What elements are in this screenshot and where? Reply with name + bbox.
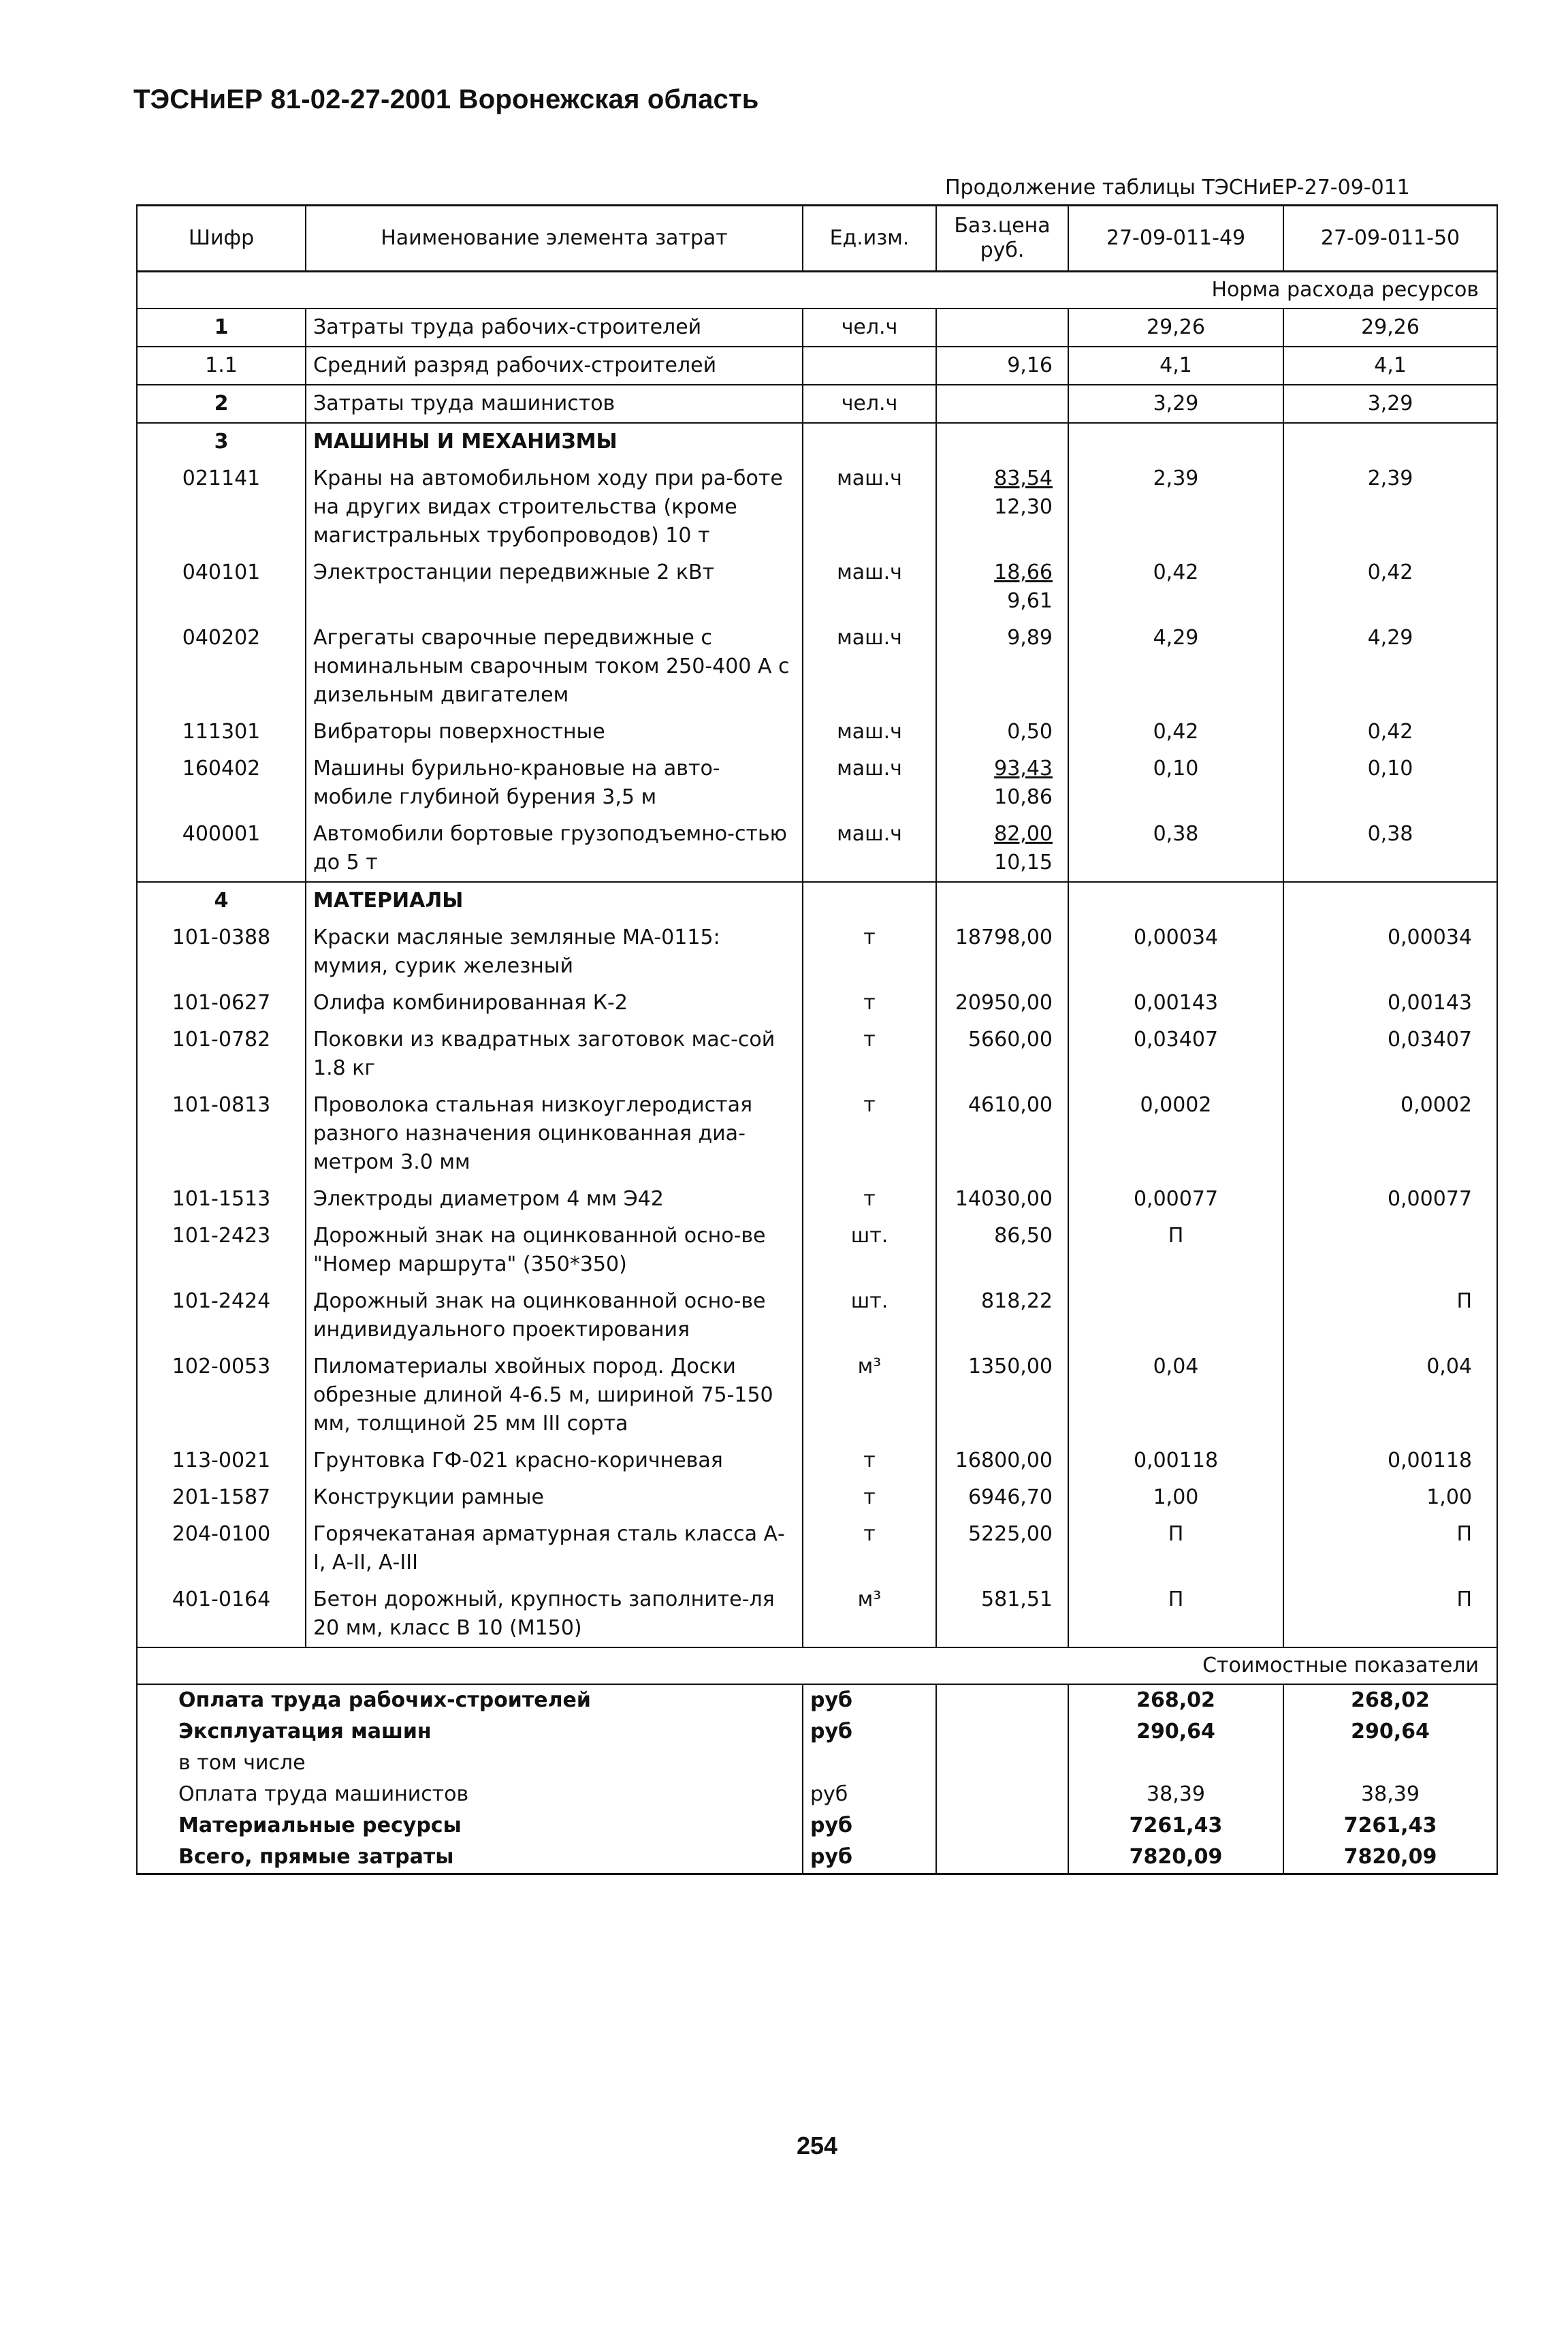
total-value-49: 38,39 bbox=[1068, 1779, 1283, 1810]
row-value-50: 0,00034 bbox=[1283, 919, 1497, 985]
row-name: Автомобили бортовые грузоподъемно-стью до 5 т bbox=[306, 816, 803, 882]
section-row-machines bbox=[137, 423, 1497, 460]
row-base-price: 818,22 bbox=[936, 1283, 1068, 1348]
row-value-49: 0,00143 bbox=[1068, 985, 1283, 1022]
row-name: Пиломатериалы хвойных пород. Доски обрезные длиной 4-6.5 м, шириной 75-150 мм, толщиной 25 мм III сорта bbox=[306, 1348, 803, 1442]
row-value-49: 29,26 bbox=[1068, 309, 1283, 347]
total-base-price bbox=[936, 1779, 1068, 1810]
row-code: 102-0053 bbox=[137, 1348, 306, 1442]
machine-row bbox=[137, 460, 1497, 554]
row-code: 113-0021 bbox=[137, 1442, 306, 1479]
section-row-materials bbox=[137, 882, 1497, 919]
material-row bbox=[137, 1181, 1497, 1218]
machine-row bbox=[137, 620, 1497, 714]
total-label: Всего, прямые затраты bbox=[137, 1842, 803, 1874]
total-value-49: 7261,43 bbox=[1068, 1810, 1283, 1842]
row-unit bbox=[803, 347, 936, 385]
cost-banner-row bbox=[137, 1647, 1497, 1684]
labor-row bbox=[137, 309, 1497, 347]
base-price-total: 93,43 bbox=[994, 757, 1053, 780]
total-value-49: 7820,09 bbox=[1068, 1842, 1283, 1874]
row-unit: т bbox=[803, 1516, 936, 1581]
row-base-price: 16800,00 bbox=[936, 1442, 1068, 1479]
row-base-price: 1350,00 bbox=[936, 1348, 1068, 1442]
row-base-price bbox=[936, 751, 1068, 816]
row-name: Затраты труда рабочих-строителей bbox=[306, 309, 803, 347]
material-row bbox=[137, 1087, 1497, 1181]
labor-row bbox=[137, 347, 1497, 385]
base-price-total: 9,89 bbox=[1007, 626, 1053, 650]
row-value-50: 0,00143 bbox=[1283, 985, 1497, 1022]
row-base-price bbox=[936, 309, 1068, 347]
row-unit: маш.ч bbox=[803, 751, 936, 816]
row-value-49: 3,29 bbox=[1068, 385, 1283, 423]
row-name: Конструкции рамные bbox=[306, 1479, 803, 1516]
row-name: Поковки из квадратных заготовок мас-сой 1.8 кг bbox=[306, 1022, 803, 1087]
machine-row bbox=[137, 816, 1497, 882]
total-unit: руб bbox=[803, 1810, 936, 1842]
row-value-50: 4,29 bbox=[1283, 620, 1497, 714]
row-value-50: 0,0002 bbox=[1283, 1087, 1497, 1181]
row-name: Проволока стальная низкоуглеродистая разного назначения оцинкованная диа-метром 3.0 мм bbox=[306, 1087, 803, 1181]
total-base-price bbox=[936, 1810, 1068, 1842]
row-unit bbox=[803, 882, 936, 919]
column-header-name: Наименование элемента затрат bbox=[306, 206, 803, 272]
row-unit: маш.ч bbox=[803, 714, 936, 751]
row-base-price bbox=[936, 882, 1068, 919]
row-base-price: 9,16 bbox=[936, 347, 1068, 385]
row-value-50: 0,00077 bbox=[1283, 1181, 1497, 1218]
row-base-price: 5660,00 bbox=[936, 1022, 1068, 1087]
row-base-price bbox=[936, 554, 1068, 620]
base-price-total: 0,50 bbox=[1007, 720, 1053, 744]
material-row bbox=[137, 985, 1497, 1022]
base-price-wage: 10,15 bbox=[994, 851, 1053, 874]
total-base-price bbox=[936, 1716, 1068, 1748]
row-value-49: 0,03407 bbox=[1068, 1022, 1283, 1087]
row-unit: м³ bbox=[803, 1581, 936, 1647]
row-value-50: 0,10 bbox=[1283, 751, 1497, 816]
row-code: 040101 bbox=[137, 554, 306, 620]
material-row bbox=[137, 1516, 1497, 1581]
total-value-50 bbox=[1283, 1748, 1497, 1779]
machine-row bbox=[137, 714, 1497, 751]
row-code: 401-0164 bbox=[137, 1581, 306, 1647]
row-unit: чел.ч bbox=[803, 309, 936, 347]
page-number: 254 bbox=[797, 2132, 838, 2160]
row-code: 160402 bbox=[137, 751, 306, 816]
row-name: Краски масляные земляные МА-0115: мумия, сурик железный bbox=[306, 919, 803, 985]
row-value-49: 0,42 bbox=[1068, 554, 1283, 620]
row-unit: т bbox=[803, 1181, 936, 1218]
row-value-50 bbox=[1283, 423, 1497, 460]
row-value-49 bbox=[1068, 1283, 1283, 1348]
row-name: Средний разряд рабочих-строителей bbox=[306, 347, 803, 385]
row-code: 204-0100 bbox=[137, 1516, 306, 1581]
row-value-50 bbox=[1283, 882, 1497, 919]
row-value-49: 0,00077 bbox=[1068, 1181, 1283, 1218]
row-value-49: 0,10 bbox=[1068, 751, 1283, 816]
material-row bbox=[137, 919, 1497, 985]
total-value-50: 290,64 bbox=[1283, 1716, 1497, 1748]
row-unit: т bbox=[803, 1087, 936, 1181]
total-base-price bbox=[936, 1842, 1068, 1874]
row-name: Электроды диаметром 4 мм Э42 bbox=[306, 1181, 803, 1218]
row-value-50: П bbox=[1283, 1581, 1497, 1647]
base-price-wage: 12,30 bbox=[994, 495, 1053, 519]
total-unit: руб bbox=[803, 1716, 936, 1748]
row-base-price: 14030,00 bbox=[936, 1181, 1068, 1218]
row-value-50: П bbox=[1283, 1516, 1497, 1581]
row-code: 101-2424 bbox=[137, 1283, 306, 1348]
row-value-50: 0,00118 bbox=[1283, 1442, 1497, 1479]
section-code: 3 bbox=[137, 423, 306, 460]
total-unit: руб bbox=[803, 1842, 936, 1874]
column-header-49: 27-09-011-49 bbox=[1068, 206, 1283, 272]
row-unit: т bbox=[803, 985, 936, 1022]
row-unit: чел.ч bbox=[803, 385, 936, 423]
row-base-price bbox=[936, 423, 1068, 460]
row-value-49: 4,29 bbox=[1068, 620, 1283, 714]
total-value-49: 268,02 bbox=[1068, 1684, 1283, 1716]
table-continuation-note: Продолжение таблицы ТЭСНиЕР-27-09-011 bbox=[945, 176, 1410, 200]
total-label: в том числе bbox=[137, 1748, 803, 1779]
row-value-50 bbox=[1283, 1218, 1497, 1283]
material-row bbox=[137, 1022, 1497, 1087]
row-name: Дорожный знак на оцинкованной осно-ве "Номер маршрута" (350*350) bbox=[306, 1218, 803, 1283]
row-code: 101-0627 bbox=[137, 985, 306, 1022]
row-name: Олифа комбинированная К-2 bbox=[306, 985, 803, 1022]
machine-row bbox=[137, 554, 1497, 620]
row-unit: маш.ч bbox=[803, 816, 936, 882]
material-row bbox=[137, 1348, 1497, 1442]
row-code: 2 bbox=[137, 385, 306, 423]
row-unit: т bbox=[803, 919, 936, 985]
row-value-49: 1,00 bbox=[1068, 1479, 1283, 1516]
row-value-50: 0,38 bbox=[1283, 816, 1497, 882]
row-name: Грунтовка ГФ-021 красно-коричневая bbox=[306, 1442, 803, 1479]
total-base-price bbox=[936, 1748, 1068, 1779]
row-base-price: 581,51 bbox=[936, 1581, 1068, 1647]
row-value-49: 0,04 bbox=[1068, 1348, 1283, 1442]
row-value-49: П bbox=[1068, 1516, 1283, 1581]
row-value-50: П bbox=[1283, 1283, 1497, 1348]
base-price-total: 18,66 bbox=[994, 560, 1053, 584]
total-label: Оплата труда рабочих-строителей bbox=[137, 1684, 803, 1716]
column-header-50: 27-09-011-50 bbox=[1283, 206, 1497, 272]
row-unit: м³ bbox=[803, 1348, 936, 1442]
row-unit: т bbox=[803, 1022, 936, 1087]
row-value-49 bbox=[1068, 423, 1283, 460]
row-base-price bbox=[936, 385, 1068, 423]
row-value-49: 0,00118 bbox=[1068, 1442, 1283, 1479]
base-price-wage: 10,86 bbox=[994, 785, 1053, 809]
row-name: Затраты труда машинистов bbox=[306, 385, 803, 423]
row-unit: маш.ч bbox=[803, 620, 936, 714]
row-value-50: 0,04 bbox=[1283, 1348, 1497, 1442]
row-name: Электростанции передвижные 2 кВт bbox=[306, 554, 803, 620]
material-row bbox=[137, 1283, 1497, 1348]
total-row bbox=[137, 1684, 1497, 1716]
total-row bbox=[137, 1842, 1497, 1874]
total-base-price bbox=[936, 1684, 1068, 1716]
row-base-price: 4610,00 bbox=[936, 1087, 1068, 1181]
column-header-base-price: Баз.цена руб. bbox=[936, 206, 1068, 272]
row-name: Машины бурильно-крановые на авто-мобиле глубиной бурения 3,5 м bbox=[306, 751, 803, 816]
row-value-50: 0,42 bbox=[1283, 554, 1497, 620]
section-code: 4 bbox=[137, 882, 306, 919]
row-value-49: 0,0002 bbox=[1068, 1087, 1283, 1181]
total-value-50: 38,39 bbox=[1283, 1779, 1497, 1810]
total-value-49: 290,64 bbox=[1068, 1716, 1283, 1748]
row-name: Бетон дорожный, крупность заполните-ля 20 мм, класс В 10 (М150) bbox=[306, 1581, 803, 1647]
total-label: Материальные ресурсы bbox=[137, 1810, 803, 1842]
total-row bbox=[137, 1810, 1497, 1842]
base-price-total: 82,00 bbox=[994, 822, 1053, 846]
row-unit: маш.ч bbox=[803, 460, 936, 554]
table-body bbox=[137, 272, 1497, 1874]
norm-banner: Норма расхода ресурсов bbox=[137, 272, 1497, 309]
base-price-total: 83,54 bbox=[994, 467, 1053, 490]
row-code: 1.1 bbox=[137, 347, 306, 385]
row-code: 201-1587 bbox=[137, 1479, 306, 1516]
row-unit: шт. bbox=[803, 1283, 936, 1348]
row-code: 101-0813 bbox=[137, 1087, 306, 1181]
base-price-wage: 9,61 bbox=[1007, 589, 1053, 613]
total-value-50: 268,02 bbox=[1283, 1684, 1497, 1716]
material-row bbox=[137, 1479, 1497, 1516]
row-base-price: 5225,00 bbox=[936, 1516, 1068, 1581]
row-base-price: 6946,70 bbox=[936, 1479, 1068, 1516]
row-base-price bbox=[936, 620, 1068, 714]
total-row bbox=[137, 1748, 1497, 1779]
total-value-50: 7820,09 bbox=[1283, 1842, 1497, 1874]
row-unit bbox=[803, 423, 936, 460]
material-row bbox=[137, 1581, 1497, 1647]
row-name: Краны на автомобильном ходу при ра-боте на других видах строительства (кроме магистральных трубопроводов) 10 т bbox=[306, 460, 803, 554]
row-value-50: 1,00 bbox=[1283, 1479, 1497, 1516]
row-value-50: 2,39 bbox=[1283, 460, 1497, 554]
total-unit: руб bbox=[803, 1779, 936, 1810]
row-code: 101-2423 bbox=[137, 1218, 306, 1283]
row-unit: т bbox=[803, 1442, 936, 1479]
row-value-50: 0,03407 bbox=[1283, 1022, 1497, 1087]
row-base-price: 86,50 bbox=[936, 1218, 1068, 1283]
column-header-unit: Ед.изм. bbox=[803, 206, 936, 272]
row-value-49: 2,39 bbox=[1068, 460, 1283, 554]
row-unit: т bbox=[803, 1479, 936, 1516]
row-base-price: 20950,00 bbox=[936, 985, 1068, 1022]
row-value-50: 3,29 bbox=[1283, 385, 1497, 423]
row-value-49: 0,00034 bbox=[1068, 919, 1283, 985]
total-value-49 bbox=[1068, 1748, 1283, 1779]
row-code: 400001 bbox=[137, 816, 306, 882]
row-code: 101-1513 bbox=[137, 1181, 306, 1218]
row-base-price bbox=[936, 816, 1068, 882]
row-value-49: 0,42 bbox=[1068, 714, 1283, 751]
row-value-50: 0,42 bbox=[1283, 714, 1497, 751]
row-value-50: 4,1 bbox=[1283, 347, 1497, 385]
machine-row bbox=[137, 751, 1497, 816]
row-name: Вибраторы поверхностные bbox=[306, 714, 803, 751]
row-name: Агрегаты сварочные передвижные с номинальным сварочным током 250-400 А с дизельным двигателем bbox=[306, 620, 803, 714]
row-name: Горячекатаная арматурная сталь класса А-I, А-II, А-III bbox=[306, 1516, 803, 1581]
row-base-price: 18798,00 bbox=[936, 919, 1068, 985]
row-code: 111301 bbox=[137, 714, 306, 751]
material-row bbox=[137, 1442, 1497, 1479]
column-header-code: Шифр bbox=[137, 206, 306, 272]
row-value-49: 0,38 bbox=[1068, 816, 1283, 882]
row-value-49: 4,1 bbox=[1068, 347, 1283, 385]
document-title: ТЭСНиЕР 81-02-27-2001 Воронежская область bbox=[133, 84, 759, 114]
row-code: 101-0388 bbox=[137, 919, 306, 985]
table-header-row bbox=[137, 206, 1497, 272]
total-row bbox=[137, 1779, 1497, 1810]
total-label: Эксплуатация машин bbox=[137, 1716, 803, 1748]
row-code: 021141 bbox=[137, 460, 306, 554]
total-row bbox=[137, 1716, 1497, 1748]
total-value-50: 7261,43 bbox=[1283, 1810, 1497, 1842]
labor-row bbox=[137, 385, 1497, 423]
row-code: 040202 bbox=[137, 620, 306, 714]
section-title: МАШИНЫ И МЕХАНИЗМЫ bbox=[306, 423, 803, 460]
row-code: 1 bbox=[137, 309, 306, 347]
total-unit: руб bbox=[803, 1684, 936, 1716]
material-row bbox=[137, 1218, 1497, 1283]
total-label: Оплата труда машинистов bbox=[137, 1779, 803, 1810]
row-name: Дорожный знак на оцинкованной осно-ве индивидуального проектирования bbox=[306, 1283, 803, 1348]
row-value-50: 29,26 bbox=[1283, 309, 1497, 347]
section-title: МАТЕРИАЛЫ bbox=[306, 882, 803, 919]
resource-norms-table bbox=[136, 204, 1498, 1875]
row-code: 101-0782 bbox=[137, 1022, 306, 1087]
total-unit bbox=[803, 1748, 936, 1779]
cost-banner: Стоимостные показатели bbox=[137, 1647, 1497, 1684]
row-unit: шт. bbox=[803, 1218, 936, 1283]
row-value-49 bbox=[1068, 882, 1283, 919]
row-unit: маш.ч bbox=[803, 554, 936, 620]
row-value-49: П bbox=[1068, 1218, 1283, 1283]
row-base-price bbox=[936, 714, 1068, 751]
norm-banner-row bbox=[137, 272, 1497, 309]
row-base-price bbox=[936, 460, 1068, 554]
row-value-49: П bbox=[1068, 1581, 1283, 1647]
